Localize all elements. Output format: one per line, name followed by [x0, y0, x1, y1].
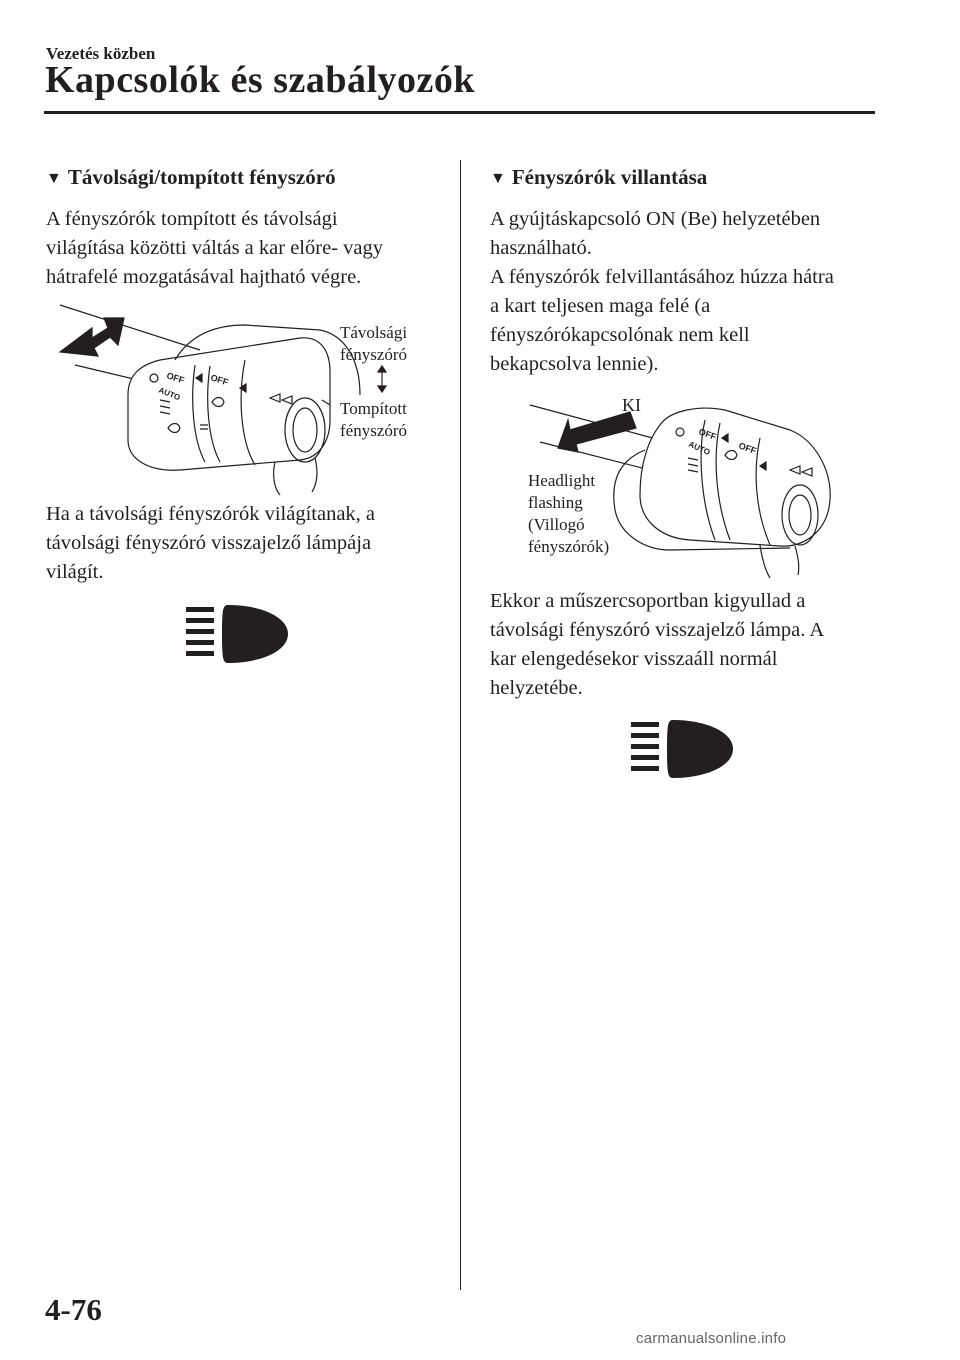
lever-mark-off: OFF	[209, 372, 230, 388]
section-label: Vezetés közben	[46, 44, 156, 63]
text-line: helyzetébe.	[490, 677, 583, 699]
lever-mark-off: OFF	[737, 440, 758, 457]
text-line: távolsági fényszóró visszajelző lámpa. A	[490, 619, 825, 641]
chapter-title: Kapcsolók és szabályozók	[45, 59, 476, 101]
label-line: Távolsági	[340, 323, 408, 342]
label-line: Tompított	[340, 399, 407, 418]
right-heading-text: Fényszórók villantása	[511, 165, 708, 189]
text-line: A fényszórók tompított és távolsági	[46, 208, 338, 230]
text-line: fényszórókapcsolónak nem kell	[490, 324, 750, 346]
label-high-beam	[340, 322, 407, 366]
label-headlight-flashing	[528, 470, 609, 558]
headlight-flashing-lever-illustration	[460, 0, 900, 600]
text-line: Ekkor a műszercsoportban kigyullad a	[490, 590, 806, 612]
text-line: hátrafelé mozgatásával hajtható végre.	[46, 266, 362, 288]
text-line: használható.	[490, 237, 592, 259]
label-line: flashing	[528, 493, 583, 512]
label-low-beam	[340, 398, 407, 442]
text-line: A fényszórók felvillantásához húzza hátra	[490, 266, 834, 288]
page-number: 4-76	[45, 1292, 102, 1327]
text-line: bekapcsolva lennie).	[490, 353, 659, 375]
lever-mark-off: OFF	[165, 370, 186, 386]
right-para-2	[490, 587, 890, 703]
text-line: világít.	[46, 561, 104, 583]
lever-mark-auto: AUTO	[157, 385, 182, 403]
high-beam-indicator-icon	[631, 718, 735, 780]
lever-mark-auto: AUTO	[687, 439, 712, 457]
text-line: A gyújtáskapcsoló ON (Be) helyzetében	[490, 208, 821, 230]
label-line: fényszóró	[340, 345, 408, 364]
high-beam-indicator-icon	[186, 603, 290, 665]
text-line: távolsági fényszóró visszajelző lámpája	[46, 532, 372, 554]
label-line: (Villogó	[528, 515, 585, 534]
label-line: fényszórók)	[528, 537, 610, 556]
label-line: fényszóró	[340, 421, 408, 440]
watermark: carmanualsonline.info	[636, 1330, 787, 1347]
triangle-bullet-icon: ▼	[46, 170, 62, 187]
text-line: Ha a távolsági fényszórók világítanak, a	[46, 503, 376, 525]
text-line: a kart teljesen maga felé (a	[490, 295, 711, 317]
left-para-2	[46, 500, 446, 587]
label-off: KI	[622, 395, 641, 415]
label-line: Headlight	[528, 471, 596, 490]
text-line: kar elengedésekor visszaáll normál	[490, 648, 778, 670]
lever-mark-off: OFF	[697, 426, 718, 443]
text-line: világítása közötti váltás a kar előre- vagy	[46, 237, 383, 259]
triangle-bullet-icon: ▼	[490, 170, 506, 187]
left-heading-text: Távolsági/tompított fényszóró	[67, 165, 336, 189]
